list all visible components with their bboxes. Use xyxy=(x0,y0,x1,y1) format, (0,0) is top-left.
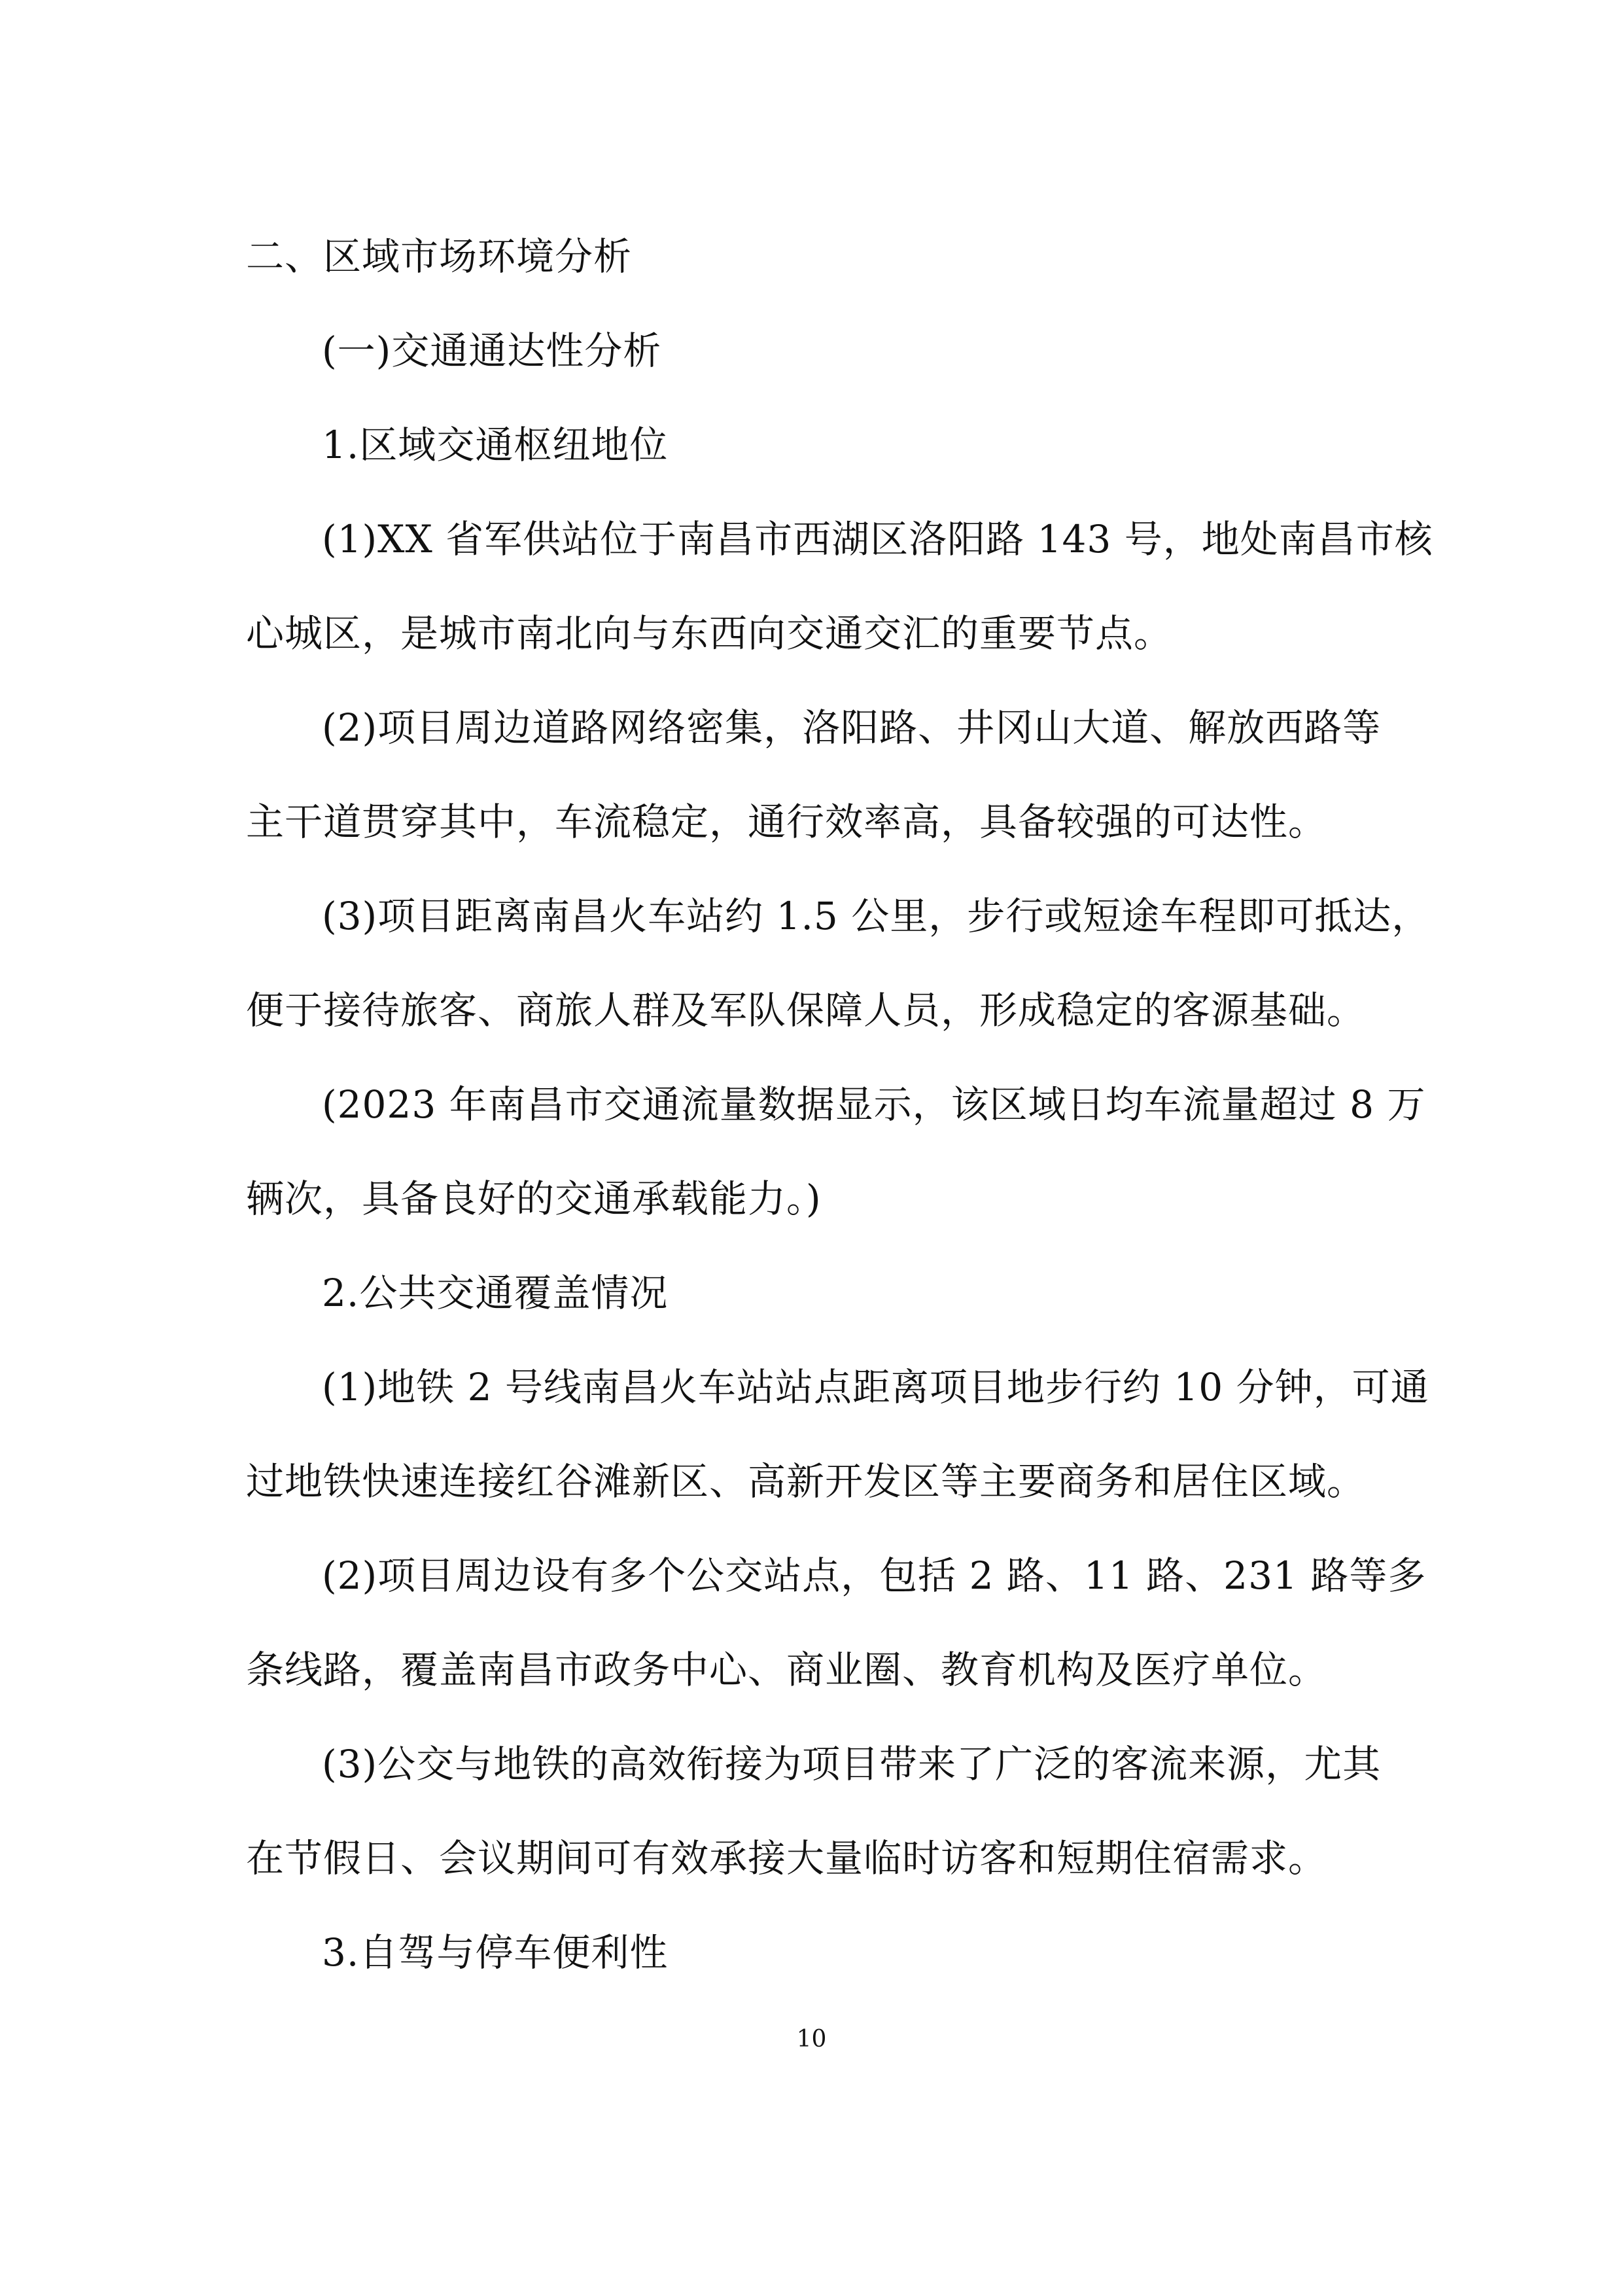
paragraph-line: 过地铁快速连接红谷滩新区、高新开发区等主要商务和居住区域。 xyxy=(246,1459,1366,1504)
paragraph-line: (3)项目距离南昌火车站约 1.5 公里，步行或短途车程即可抵达， xyxy=(322,894,1431,938)
paragraph-line: 便于接待旅客、商旅人群及军队保障人员，形成稳定的客源基础。 xyxy=(246,988,1366,1033)
paragraph-line: (1)地铁 2 号线南昌火车站站点距离项目地步行约 10 分钟，可通 xyxy=(322,1365,1429,1409)
document-body xyxy=(246,209,1433,2000)
subsection-heading: (一)交通通达性分析 xyxy=(322,328,662,373)
paragraph-line: 心城区，是城市南北向与东西向交通交汇的重要节点。 xyxy=(246,611,1173,656)
topic-heading: 3.自驾与停车便利性 xyxy=(322,1930,669,1975)
paragraph-line: 在节假日、会议期间可有效承接大量临时访客和短期住宿需求。 xyxy=(246,1836,1327,1881)
paragraph-line: (1)XX 省军供站位于南昌市西湖区洛阳路 143 号，地处南昌市核 xyxy=(322,517,1433,561)
topic-heading: 1.区域交通枢纽地位 xyxy=(322,423,669,467)
paragraph-line: (3)公交与地铁的高效衔接为项目带来了广泛的客流来源，尤其 xyxy=(322,1742,1382,1786)
section-heading: 二、区域市场环境分析 xyxy=(246,234,633,279)
topic-heading: 2.公共交通覆盖情况 xyxy=(322,1271,669,1315)
paragraph-line: (2023 年南昌市交通流量数据显示，该区域日均车流量超过 8 万 xyxy=(322,1082,1426,1127)
paragraph-line: (2)项目周边道路网络密集，洛阳路、井冈山大道、解放西路等 xyxy=(322,705,1382,750)
paragraph-line: (2)项目周边设有多个公交站点，包括 2 路、11 路、231 路等多 xyxy=(322,1553,1427,1598)
paragraph-line: 辆次，具备良好的交通承载能力。) xyxy=(246,1176,822,1221)
paragraph-line: 主干道贯穿其中，车流稳定，通行效率高，具备较强的可达性。 xyxy=(246,800,1327,844)
page-number: 10 xyxy=(796,2026,827,2053)
paragraph-line: 条线路，覆盖南昌市政务中心、商业圈、教育机构及医疗单位。 xyxy=(246,1648,1327,1692)
